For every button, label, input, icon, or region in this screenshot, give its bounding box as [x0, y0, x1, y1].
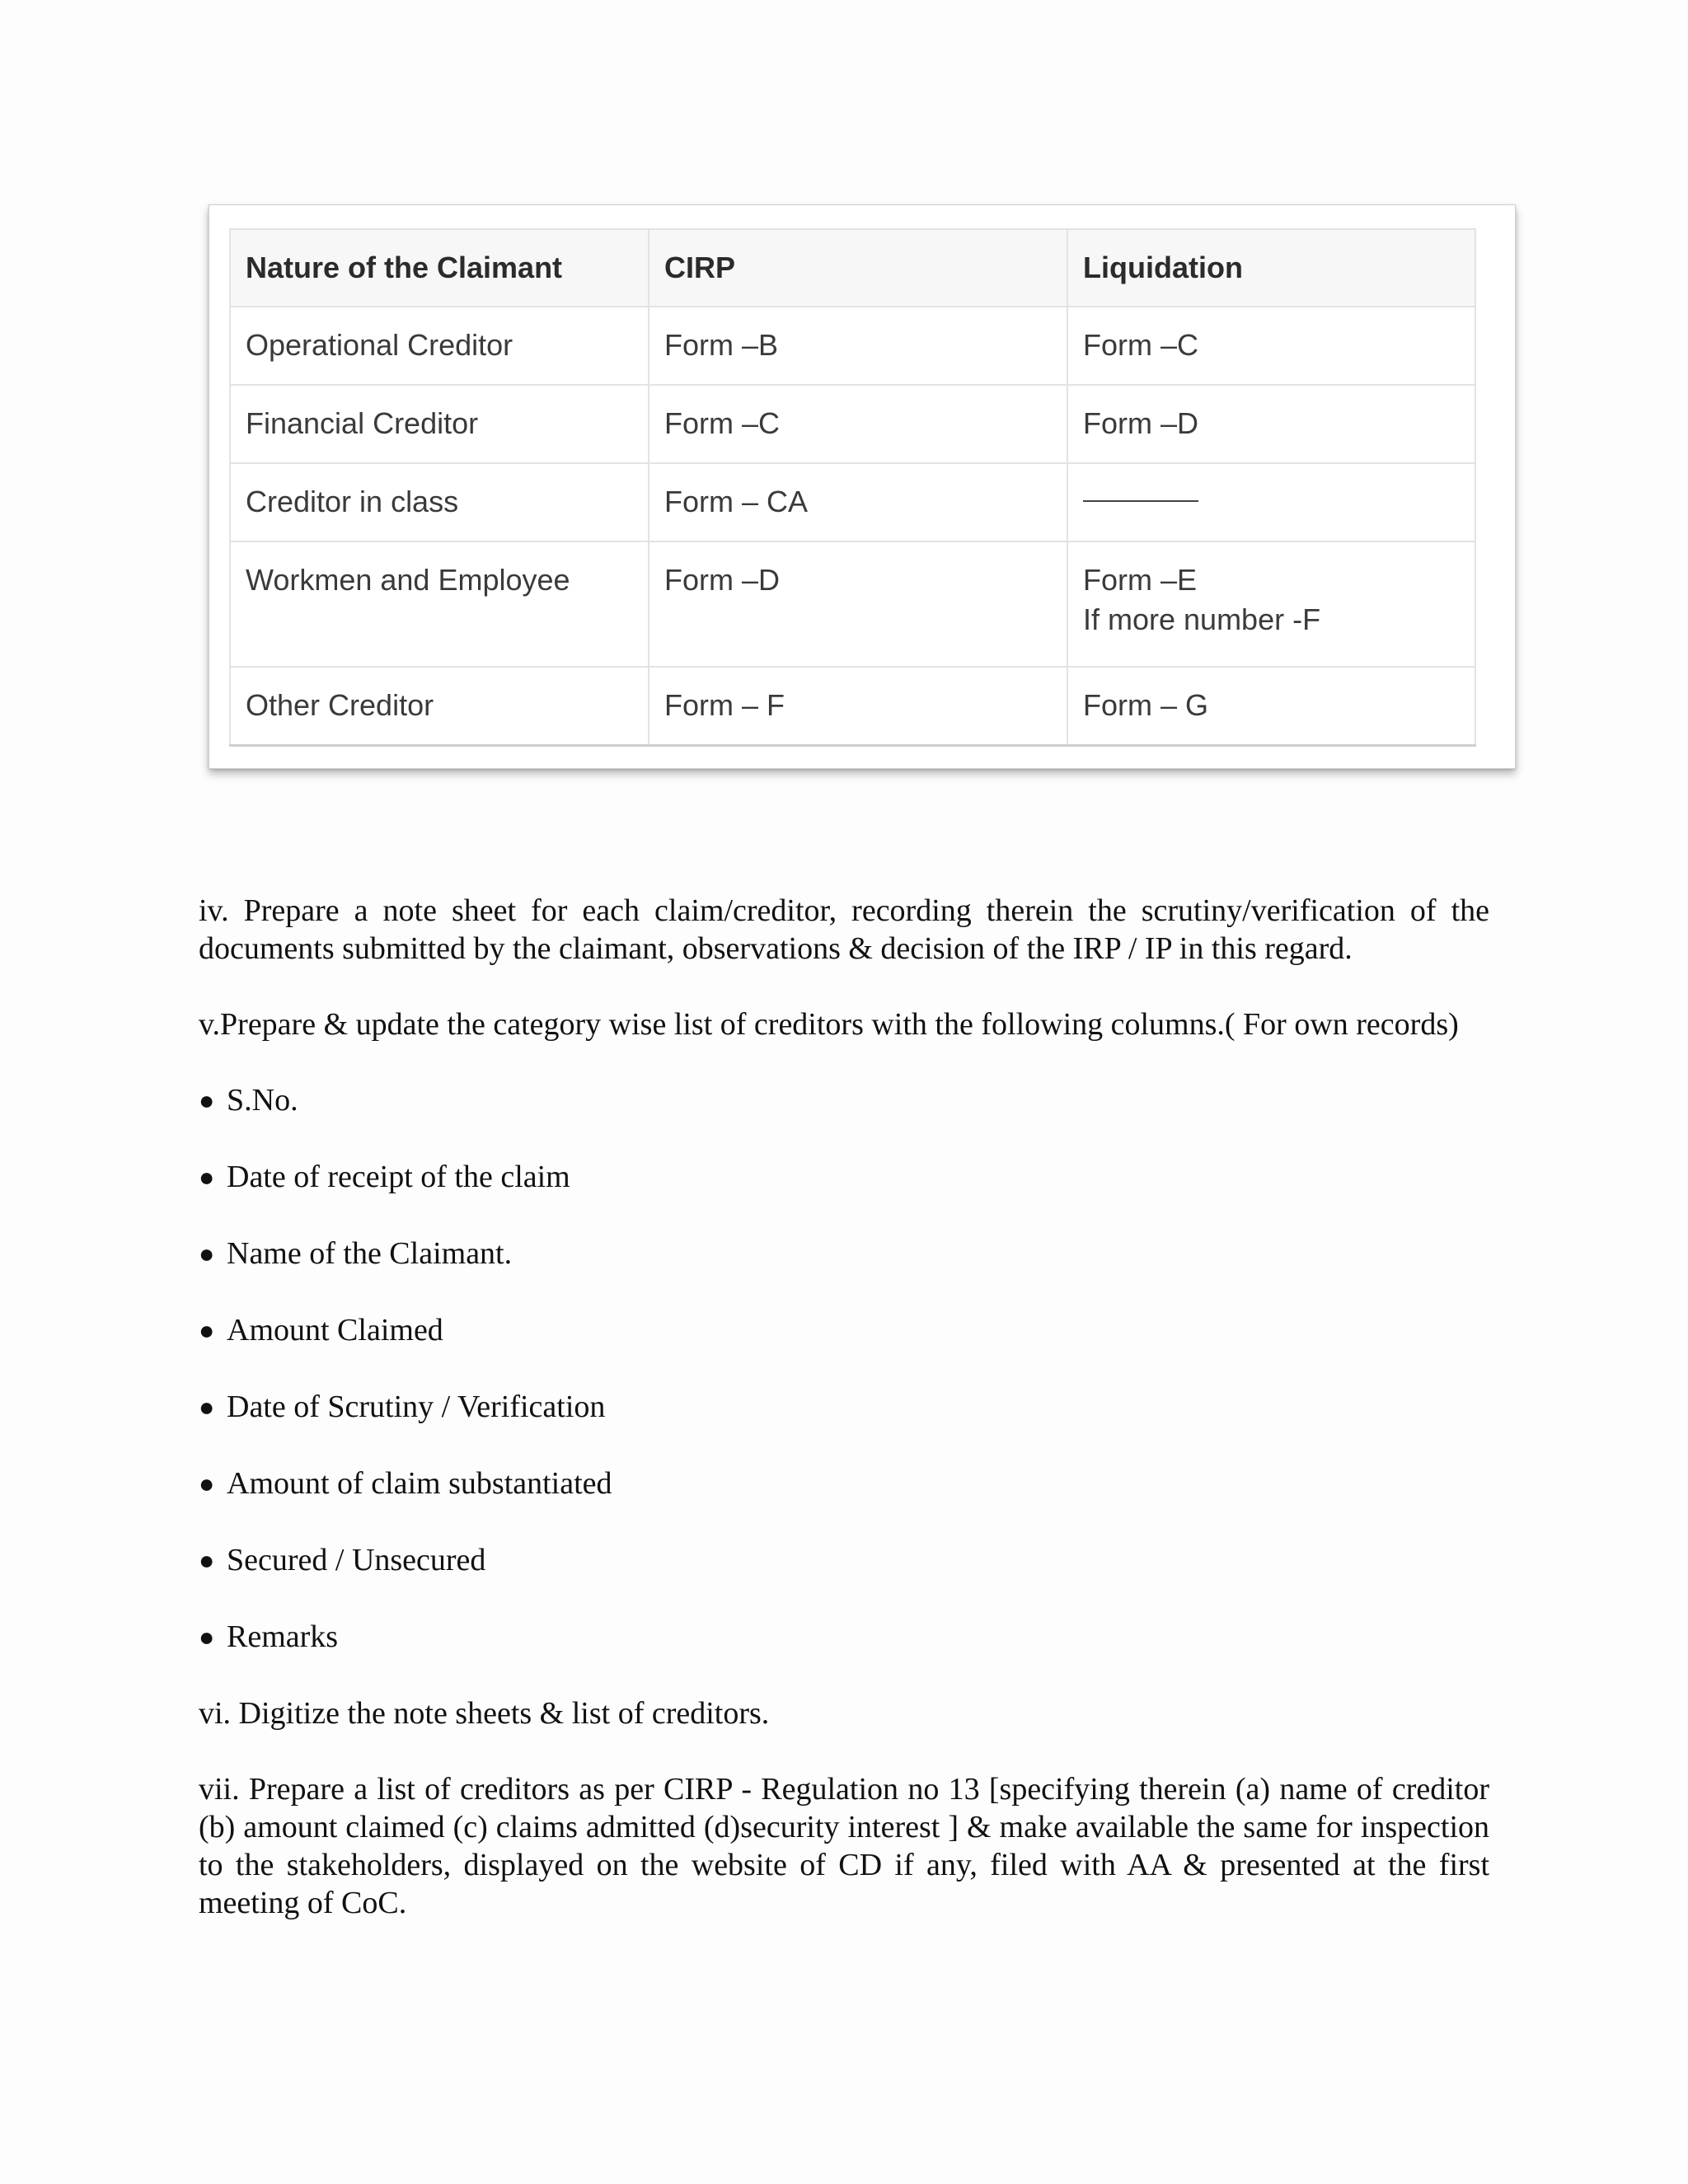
empty-dash-line [1083, 500, 1198, 502]
list-item [199, 1158, 1489, 1196]
list-item [199, 1311, 1489, 1349]
cell-cirp: Form –C [649, 385, 1067, 463]
list-item-text: S.No. [227, 1083, 298, 1118]
cell-cirp: Form – F [649, 667, 1067, 745]
list-item [199, 1618, 1489, 1656]
cell-liquidation-empty [1067, 463, 1475, 541]
claim-forms-table-image [209, 204, 1516, 769]
paragraph-v: v.Prepare & update the category wise list of creditors with the following columns.( For own records) [199, 1007, 1459, 1042]
cell-claimant: Other Creditor [230, 667, 649, 745]
list-item-text: Remarks [227, 1619, 339, 1654]
table-row [230, 385, 1475, 463]
list-item [199, 1235, 1489, 1272]
table-row [230, 307, 1475, 385]
cell-claimant: Financial Creditor [230, 385, 649, 463]
paragraph-vi: vi. Digitize the note sheets & list of creditors. [199, 1696, 770, 1731]
table-row [230, 667, 1475, 745]
table-header-row [230, 229, 1475, 307]
paragraph-vii: vii. Prepare a list of creditors as per CIRP - Regulation no 13 [specifying therein (a) name of creditor (b) amount claimed (c) claims admitted (d)security interest ] & make available the same for inspection to the stakeholders, displayed on the website of CD if any, filed with AA & presented at the first meeting of CoC. [199, 1772, 1489, 1920]
cell-liquidation-note: If more number -F [1083, 602, 1321, 636]
table-row [230, 463, 1475, 541]
list-item [199, 1541, 1489, 1579]
document-body [199, 892, 1489, 1960]
list-item-text: Name of the Claimant. [227, 1236, 513, 1271]
claim-forms-table [229, 228, 1476, 747]
bullet-icon: ● [199, 1239, 215, 1268]
bullet-icon: ● [199, 1315, 215, 1345]
table-row [230, 541, 1475, 667]
paragraph-iv: iv. Prepare a note sheet for each claim/creditor, recording therein the scrutiny/verification of the documents submitted by the claimant, observations & decision of the IRP / IP in this regard. [199, 893, 1489, 966]
header-liquidation: Liquidation [1067, 229, 1475, 307]
cell-liquidation: Form –D [1067, 385, 1475, 463]
list-item [199, 1388, 1489, 1426]
cell-liquidation: Form – G [1067, 667, 1475, 745]
cell-liquidation: Form –C [1067, 307, 1475, 385]
header-cirp: CIRP [649, 229, 1067, 307]
cell-liquidation [1067, 541, 1475, 667]
list-item [199, 1081, 1489, 1119]
bullet-icon: ● [199, 1085, 215, 1115]
bullet-icon: ● [199, 1392, 215, 1422]
cell-claimant: Operational Creditor [230, 307, 649, 385]
list-item-text: Amount Claimed [227, 1313, 443, 1347]
cell-liquidation-form: Form –E [1083, 563, 1198, 597]
cell-claimant: Workmen and Employee [230, 541, 649, 667]
bullet-icon: ● [199, 1545, 215, 1575]
cell-cirp: Form –B [649, 307, 1067, 385]
list-item [199, 1465, 1489, 1502]
bullet-icon: ● [199, 1469, 215, 1498]
list-item-text: Secured / Unsecured [227, 1543, 486, 1577]
header-nature-of-claimant: Nature of the Claimant [230, 229, 649, 307]
list-item-text: Date of Scrutiny / Verification [227, 1390, 606, 1424]
bullet-icon: ● [199, 1162, 215, 1192]
cell-claimant: Creditor in class [230, 463, 649, 541]
cell-cirp: Form –D [649, 541, 1067, 667]
cell-cirp: Form – CA [649, 463, 1067, 541]
list-item-text: Amount of claim substantiated [227, 1466, 612, 1501]
bullet-icon: ● [199, 1622, 215, 1652]
list-item-text: Date of receipt of the claim [227, 1160, 570, 1194]
